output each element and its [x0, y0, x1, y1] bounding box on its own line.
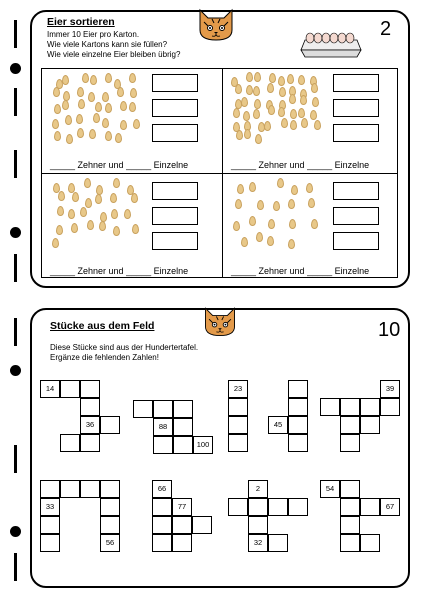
egg [133, 119, 140, 129]
egg [268, 105, 275, 115]
number-cell: 23 [228, 380, 248, 398]
number-cell[interactable] [320, 398, 340, 416]
egg [267, 83, 274, 93]
egg [253, 109, 260, 119]
egg [314, 120, 321, 130]
egg [89, 129, 96, 139]
number-cell[interactable] [360, 534, 380, 552]
number-cell[interactable] [172, 516, 192, 534]
number-cell[interactable] [153, 436, 173, 454]
egg [300, 95, 307, 105]
answer-box[interactable] [152, 124, 198, 142]
ones-label: Einzelne [153, 266, 189, 276]
number-cell[interactable] [360, 398, 380, 416]
number-cell[interactable] [268, 498, 288, 516]
number-cell[interactable] [288, 416, 308, 434]
page-number-bottom: 10 [378, 319, 401, 341]
tens-label: Zehner und [258, 266, 305, 276]
egg [278, 76, 285, 86]
number-cell: 67 [380, 498, 400, 516]
number-cell[interactable] [228, 498, 248, 516]
pieces-instructions [50, 343, 198, 363]
binder-mark [14, 254, 17, 282]
ones-label: Einzelne [334, 160, 370, 170]
tens-label: Zehner und [77, 160, 124, 170]
number-cell: 88 [153, 418, 173, 436]
egg [82, 73, 89, 83]
number-cell[interactable] [228, 416, 248, 434]
number-cell: 45 [268, 416, 288, 434]
egg [278, 107, 285, 117]
number-cell[interactable] [152, 516, 172, 534]
number-cell[interactable] [360, 498, 380, 516]
binder-mark [14, 88, 17, 116]
number-cell[interactable] [340, 534, 360, 552]
egg [77, 128, 84, 138]
number-cell: 77 [172, 498, 192, 516]
answer-box[interactable] [333, 232, 379, 250]
egg [312, 97, 319, 107]
binder-hole [10, 526, 21, 537]
number-cell[interactable] [40, 480, 60, 498]
instruction-line: Immer 10 Eier pro Karton. [47, 30, 140, 39]
binder-hole [10, 63, 21, 74]
answer-box[interactable] [333, 74, 379, 92]
egg-carton-icon [299, 30, 363, 58]
answer-box[interactable] [333, 207, 379, 225]
number-cell: 39 [380, 380, 400, 398]
number-cell[interactable] [60, 480, 80, 498]
number-cell[interactable] [228, 434, 248, 452]
egg-instructions [47, 30, 180, 60]
binder-mark [14, 318, 17, 346]
number-cell[interactable] [152, 534, 172, 552]
number-cell[interactable] [100, 416, 120, 434]
tens-label: Zehner und [77, 266, 124, 276]
egg [279, 87, 286, 97]
egg [249, 216, 256, 226]
egg [113, 178, 120, 188]
egg [246, 72, 253, 82]
cat-face-icon [200, 304, 240, 338]
egg [310, 110, 317, 120]
egg [233, 108, 240, 118]
egg [281, 118, 288, 128]
instruction-line: Ergänze die fehlenden Zahlen! [50, 353, 159, 362]
number-cell: 36 [80, 416, 100, 434]
egg [88, 92, 95, 102]
egg [102, 92, 109, 102]
egg [264, 121, 271, 131]
egg [246, 85, 253, 95]
number-cell: 56 [100, 534, 120, 552]
number-cell[interactable] [288, 498, 308, 516]
egg [120, 101, 127, 111]
tens-label: Zehner und [258, 160, 305, 170]
egg [56, 225, 63, 235]
number-cell[interactable] [100, 516, 120, 534]
instruction-line: Wie viele Kartons kann sie füllen? [47, 40, 168, 49]
number-cell[interactable] [340, 434, 360, 452]
number-cell[interactable] [173, 418, 193, 436]
egg [255, 134, 262, 144]
binder-mark [14, 20, 17, 48]
number-cell[interactable] [340, 416, 360, 434]
egg [131, 193, 138, 203]
egg [105, 73, 112, 83]
egg [256, 232, 263, 242]
number-cell[interactable] [288, 380, 308, 398]
number-cell[interactable] [153, 400, 173, 418]
egg [93, 113, 100, 123]
number-cell[interactable] [268, 534, 288, 552]
pieces-task-title: Stücke aus dem Feld [50, 320, 155, 332]
number-cell[interactable] [60, 380, 80, 398]
panel-caption: _____ Zehner und _____ Einzelne [50, 266, 189, 276]
number-cell[interactable] [288, 398, 308, 416]
egg [113, 226, 120, 236]
egg-task-title: Eier sortieren [47, 16, 115, 28]
number-cell[interactable] [152, 498, 172, 516]
binder-mark [14, 445, 17, 473]
egg [241, 237, 248, 247]
egg [66, 134, 73, 144]
egg [289, 94, 296, 104]
number-cell[interactable] [340, 398, 360, 416]
egg [80, 207, 87, 217]
number-cell[interactable] [340, 516, 360, 534]
answer-box[interactable] [152, 74, 198, 92]
egg [57, 206, 64, 216]
ones-label: Einzelne [334, 266, 370, 276]
egg [71, 223, 78, 233]
number-cell[interactable] [100, 480, 120, 498]
egg [253, 86, 260, 96]
number-cell[interactable] [100, 498, 120, 516]
number-cell[interactable] [192, 516, 212, 534]
egg [78, 99, 85, 109]
egg [277, 178, 284, 188]
panel-caption: _____ Zehner und _____ Einzelne [50, 160, 189, 170]
egg [291, 185, 298, 195]
number-cell[interactable] [80, 480, 100, 498]
egg [290, 120, 297, 130]
egg [129, 73, 136, 83]
egg [52, 238, 59, 248]
cat-face-icon [194, 6, 238, 42]
egg [233, 221, 240, 231]
number-cell[interactable] [340, 480, 360, 498]
egg [268, 219, 275, 229]
number-cell[interactable] [360, 416, 380, 434]
panel-caption: _____ Zehner und _____ Einzelne [231, 266, 370, 276]
egg [241, 97, 248, 107]
egg [254, 99, 261, 109]
number-cell[interactable] [248, 498, 268, 516]
egg [58, 191, 65, 201]
egg [273, 201, 280, 211]
egg [254, 72, 261, 82]
egg [132, 224, 139, 234]
egg [269, 73, 276, 83]
egg [129, 102, 136, 112]
number-cell[interactable] [80, 398, 100, 416]
egg [311, 83, 318, 93]
egg [65, 115, 72, 125]
egg [95, 194, 102, 204]
egg [117, 87, 124, 97]
number-cell: 14 [40, 380, 60, 398]
number-cell[interactable] [288, 434, 308, 452]
number-cell: 54 [320, 480, 340, 498]
egg [288, 239, 295, 249]
instruction-line: Wie viele einzelne Eier bleiben übrig? [47, 50, 181, 59]
number-cell[interactable] [380, 398, 400, 416]
answer-box[interactable] [333, 124, 379, 142]
egg [235, 199, 242, 209]
number-cell[interactable] [60, 434, 80, 452]
page-number-top: 2 [380, 18, 392, 40]
number-cell[interactable] [40, 534, 60, 552]
egg [267, 236, 274, 246]
number-cell[interactable] [340, 498, 360, 516]
egg [288, 199, 295, 209]
egg [85, 198, 92, 208]
instruction-line: Diese Stücke sind aus der Hundertertafel. [50, 343, 199, 352]
egg [257, 200, 264, 210]
egg [120, 120, 127, 130]
number-cell[interactable] [172, 534, 192, 552]
number-cell: 100 [193, 436, 213, 454]
number-cell: 66 [152, 480, 172, 498]
number-cell[interactable] [228, 398, 248, 416]
answer-box[interactable] [333, 182, 379, 200]
egg [53, 87, 60, 97]
binder-hole [10, 365, 21, 376]
number-cell[interactable] [248, 516, 268, 534]
binder-hole [10, 227, 21, 238]
number-cell[interactable] [133, 400, 153, 418]
egg [289, 219, 296, 229]
number-cell[interactable] [173, 400, 193, 418]
egg [115, 133, 122, 143]
answer-box[interactable] [152, 207, 198, 225]
grid-divider [42, 173, 397, 174]
egg [130, 88, 137, 98]
number-cell[interactable] [173, 436, 193, 454]
answer-box[interactable] [152, 99, 198, 117]
egg [52, 119, 59, 129]
answer-box[interactable] [152, 232, 198, 250]
egg [236, 130, 243, 140]
egg [77, 87, 84, 97]
number-cell[interactable] [40, 516, 60, 534]
answer-box[interactable] [333, 99, 379, 117]
number-cell: 33 [40, 498, 60, 516]
number-cell[interactable] [80, 434, 100, 452]
number-cell: 32 [248, 534, 268, 552]
ones-label: Einzelne [153, 160, 189, 170]
egg [99, 221, 106, 231]
number-cell: 2 [248, 480, 268, 498]
egg [87, 220, 94, 230]
egg [102, 118, 109, 128]
panel-caption: _____ Zehner und _____ Einzelne [231, 160, 370, 170]
binder-mark [14, 553, 17, 581]
number-cell[interactable] [80, 380, 100, 398]
binder-mark [14, 150, 17, 178]
answer-box[interactable] [152, 182, 198, 200]
